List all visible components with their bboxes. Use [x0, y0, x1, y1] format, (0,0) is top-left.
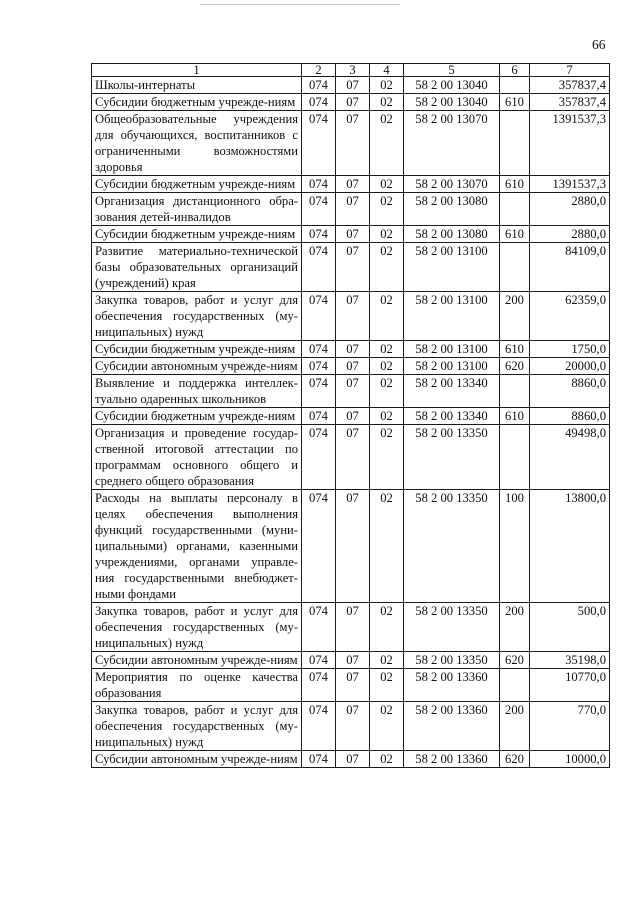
ministry-code-cell: 074	[302, 243, 336, 292]
table-row	[92, 603, 610, 652]
amount-cell: 357837,4	[530, 94, 610, 111]
ministry-code-cell: 074	[302, 341, 336, 358]
section-code-cell: 07	[336, 341, 370, 358]
amount-cell: 49498,0	[530, 425, 610, 490]
expense-name-cell: Выявление и поддержка интеллек-туально одаренных школьников	[92, 375, 302, 408]
ministry-code-cell: 074	[302, 603, 336, 652]
section-code-cell: 07	[336, 111, 370, 176]
ministry-code-cell: 074	[302, 490, 336, 603]
subsection-code-cell: 02	[370, 603, 404, 652]
ministry-code-cell: 074	[302, 652, 336, 669]
expense-name-cell: Мероприятия по оценке качества образования	[92, 669, 302, 702]
subsection-code-cell: 02	[370, 375, 404, 408]
amount-cell: 13800,0	[530, 490, 610, 603]
target-article-code-cell: 58 2 00 13340	[404, 408, 500, 425]
table-row	[92, 226, 610, 243]
subsection-code-cell: 02	[370, 425, 404, 490]
target-article-code-cell: 58 2 00 13350	[404, 490, 500, 603]
section-code-cell: 07	[336, 408, 370, 425]
section-code-cell: 07	[336, 292, 370, 341]
target-article-code-cell: 58 2 00 13350	[404, 425, 500, 490]
amount-cell: 770,0	[530, 702, 610, 751]
section-code-cell: 07	[336, 94, 370, 111]
expense-type-code-cell	[500, 193, 530, 226]
section-code-cell: 07	[336, 193, 370, 226]
expense-type-code-cell: 610	[500, 94, 530, 111]
table-row	[92, 94, 610, 111]
expense-type-code-cell	[500, 77, 530, 94]
target-article-code-cell: 58 2 00 13040	[404, 94, 500, 111]
subsection-code-cell: 02	[370, 193, 404, 226]
section-code-cell: 07	[336, 375, 370, 408]
amount-cell: 357837,4	[530, 77, 610, 94]
table-row	[92, 176, 610, 193]
expense-type-code-cell	[500, 111, 530, 176]
subsection-code-cell: 02	[370, 751, 404, 768]
ministry-code-cell: 074	[302, 408, 336, 425]
amount-cell: 1750,0	[530, 341, 610, 358]
amount-cell: 84109,0	[530, 243, 610, 292]
subsection-code-cell: 02	[370, 669, 404, 702]
expense-name-cell: Организация дистанционного обра-зования детей-инвалидов	[92, 193, 302, 226]
expense-name-cell: Общеобразовательные учреждения для обучающихся, воспитанников с ограниченными возможностями здоровья	[92, 111, 302, 176]
section-code-cell: 07	[336, 669, 370, 702]
target-article-code-cell: 58 2 00 13070	[404, 176, 500, 193]
subsection-code-cell: 02	[370, 176, 404, 193]
target-article-code-cell: 58 2 00 13100	[404, 341, 500, 358]
section-code-cell: 07	[336, 358, 370, 375]
ministry-code-cell: 074	[302, 425, 336, 490]
expense-type-code-cell	[500, 425, 530, 490]
table-row	[92, 77, 610, 94]
ministry-code-cell: 074	[302, 176, 336, 193]
amount-cell: 8860,0	[530, 408, 610, 425]
table-row	[92, 375, 610, 408]
section-code-cell: 07	[336, 751, 370, 768]
expense-name-cell: Закупка товаров, работ и услуг для обеспечения государственных (му-ниципальных) нужд	[92, 603, 302, 652]
expense-type-code-cell: 620	[500, 358, 530, 375]
subsection-code-cell: 02	[370, 341, 404, 358]
target-article-code-cell: 58 2 00 13100	[404, 292, 500, 341]
subsection-code-cell: 02	[370, 226, 404, 243]
expense-name-cell: Субсидии бюджетным учрежде-ниям	[92, 408, 302, 425]
amount-cell: 2880,0	[530, 226, 610, 243]
table-row	[92, 358, 610, 375]
header-row	[92, 64, 610, 77]
subsection-code-cell: 02	[370, 652, 404, 669]
target-article-code-cell: 58 2 00 13360	[404, 669, 500, 702]
section-code-cell: 07	[336, 702, 370, 751]
amount-cell: 62359,0	[530, 292, 610, 341]
subsection-code-cell: 02	[370, 490, 404, 603]
subsection-code-cell: 02	[370, 292, 404, 341]
amount-cell: 1391537,3	[530, 176, 610, 193]
target-article-code-cell: 58 2 00 13080	[404, 226, 500, 243]
table-row	[92, 652, 610, 669]
subsection-code-cell: 02	[370, 702, 404, 751]
expense-type-code-cell: 200	[500, 292, 530, 341]
ministry-code-cell: 074	[302, 358, 336, 375]
target-article-code-cell: 58 2 00 13100	[404, 358, 500, 375]
ministry-code-cell: 074	[302, 226, 336, 243]
subsection-code-cell: 02	[370, 358, 404, 375]
amount-cell: 10770,0	[530, 669, 610, 702]
expense-name-cell: Субсидии бюджетным учрежде-ниям	[92, 226, 302, 243]
amount-cell: 20000,0	[530, 358, 610, 375]
table-body	[92, 77, 610, 768]
section-code-cell: 07	[336, 425, 370, 490]
ministry-code-cell: 074	[302, 375, 336, 408]
column-header-7: 7	[530, 64, 610, 77]
expense-name-cell: Школы-интернаты	[92, 77, 302, 94]
ministry-code-cell: 074	[302, 292, 336, 341]
section-code-cell: 07	[336, 226, 370, 243]
ministry-code-cell: 074	[302, 669, 336, 702]
column-header-2: 2	[302, 64, 336, 77]
ministry-code-cell: 074	[302, 702, 336, 751]
target-article-code-cell: 58 2 00 13040	[404, 77, 500, 94]
expense-type-code-cell: 610	[500, 176, 530, 193]
subsection-code-cell: 02	[370, 111, 404, 176]
section-code-cell: 07	[336, 77, 370, 94]
expense-name-cell: Закупка товаров, работ и услуг для обеспечения государственных (му-ниципальных) нужд	[92, 702, 302, 751]
expense-name-cell: Расходы на выплаты персоналу в целях обеспечения выполнения функций государственными (муни-ципальными) органами, казенными учреждениями, органами управле-ния государственными внебюджет-ными фондами	[92, 490, 302, 603]
column-header-5: 5	[404, 64, 500, 77]
expense-name-cell: Субсидии автономным учрежде-ниям	[92, 358, 302, 375]
expense-type-code-cell: 200	[500, 702, 530, 751]
table-row	[92, 702, 610, 751]
expense-name-cell: Субсидии бюджетным учрежде-ниям	[92, 94, 302, 111]
expense-type-code-cell: 620	[500, 652, 530, 669]
expense-type-code-cell: 620	[500, 751, 530, 768]
ministry-code-cell: 074	[302, 751, 336, 768]
subsection-code-cell: 02	[370, 77, 404, 94]
section-code-cell: 07	[336, 490, 370, 603]
expense-type-code-cell: 200	[500, 603, 530, 652]
expense-type-code-cell: 100	[500, 490, 530, 603]
amount-cell: 500,0	[530, 603, 610, 652]
budget-table	[91, 63, 610, 768]
amount-cell: 2880,0	[530, 193, 610, 226]
table-row	[92, 243, 610, 292]
subsection-code-cell: 02	[370, 408, 404, 425]
expense-name-cell: Субсидии бюджетным учрежде-ниям	[92, 341, 302, 358]
expense-type-code-cell	[500, 669, 530, 702]
target-article-code-cell: 58 2 00 13350	[404, 603, 500, 652]
ministry-code-cell: 074	[302, 94, 336, 111]
section-code-cell: 07	[336, 652, 370, 669]
expense-type-code-cell	[500, 375, 530, 408]
section-code-cell: 07	[336, 603, 370, 652]
expense-name-cell: Субсидии автономным учрежде-ниям	[92, 751, 302, 768]
target-article-code-cell: 58 2 00 13360	[404, 751, 500, 768]
table-row	[92, 425, 610, 490]
target-article-code-cell: 58 2 00 13100	[404, 243, 500, 292]
expense-name-cell: Субсидии автономным учрежде-ниям	[92, 652, 302, 669]
expense-type-code-cell: 610	[500, 341, 530, 358]
table-row	[92, 490, 610, 603]
amount-cell: 8860,0	[530, 375, 610, 408]
table-row	[92, 193, 610, 226]
column-header-6: 6	[500, 64, 530, 77]
target-article-code-cell: 58 2 00 13070	[404, 111, 500, 176]
column-header-4: 4	[370, 64, 404, 77]
table-row	[92, 408, 610, 425]
ministry-code-cell: 074	[302, 77, 336, 94]
table-header	[92, 64, 610, 77]
page-number: 66	[592, 37, 606, 52]
target-article-code-cell: 58 2 00 13360	[404, 702, 500, 751]
top-rule	[200, 4, 400, 5]
expense-type-code-cell: 610	[500, 226, 530, 243]
expense-name-cell: Организация и проведение государ-ственной итоговой аттестации по программам основного общего и среднего общего образования	[92, 425, 302, 490]
expense-type-code-cell	[500, 243, 530, 292]
table-row	[92, 751, 610, 768]
amount-cell: 35198,0	[530, 652, 610, 669]
expense-type-code-cell: 610	[500, 408, 530, 425]
column-header-3: 3	[336, 64, 370, 77]
amount-cell: 10000,0	[530, 751, 610, 768]
section-code-cell: 07	[336, 243, 370, 292]
table-row	[92, 341, 610, 358]
target-article-code-cell: 58 2 00 13340	[404, 375, 500, 408]
section-code-cell: 07	[336, 176, 370, 193]
expense-name-cell: Развитие материально-технической базы образовательных организаций (учреждений) края	[92, 243, 302, 292]
ministry-code-cell: 074	[302, 111, 336, 176]
expense-name-cell: Субсидии бюджетным учрежде-ниям	[92, 176, 302, 193]
target-article-code-cell: 58 2 00 13350	[404, 652, 500, 669]
ministry-code-cell: 074	[302, 193, 336, 226]
target-article-code-cell: 58 2 00 13080	[404, 193, 500, 226]
subsection-code-cell: 02	[370, 94, 404, 111]
table-row	[92, 292, 610, 341]
column-header-1: 1	[92, 64, 302, 77]
expense-name-cell: Закупка товаров, работ и услуг для обеспечения государственных (му-ниципальных) нужд	[92, 292, 302, 341]
table-row	[92, 669, 610, 702]
subsection-code-cell: 02	[370, 243, 404, 292]
table-row	[92, 111, 610, 176]
amount-cell: 1391537,3	[530, 111, 610, 176]
